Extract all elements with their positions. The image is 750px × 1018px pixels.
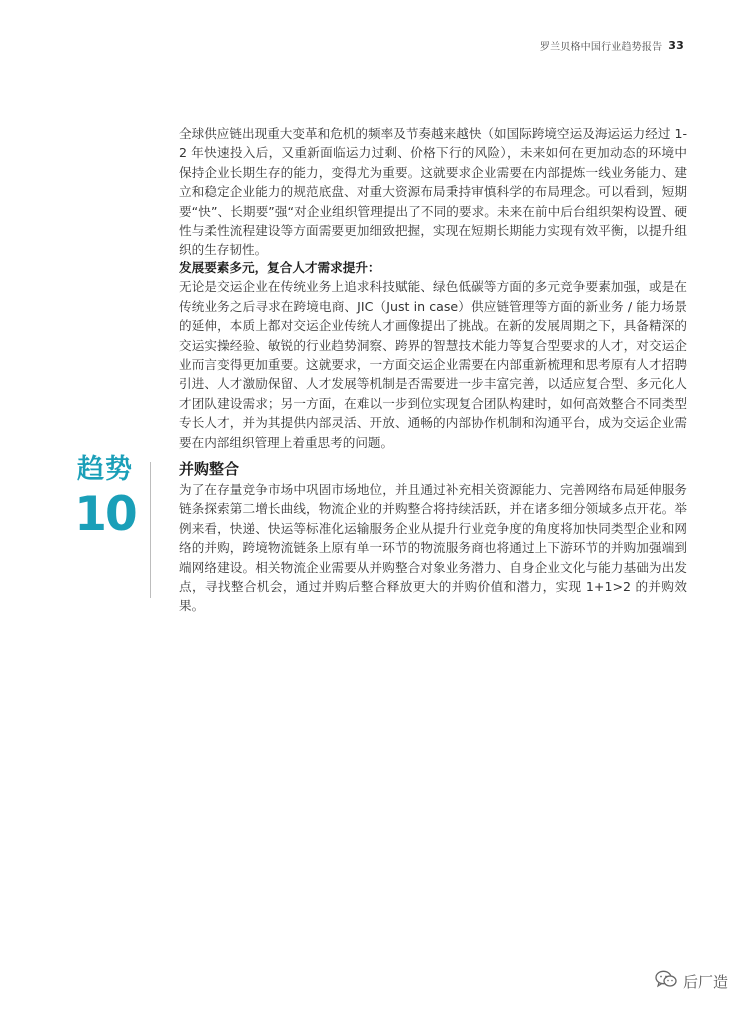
intro-section	[179, 124, 687, 260]
report-title: 罗兰贝格中国行业趋势报告	[539, 42, 663, 53]
trend10-paragraph: 为了在存量竞争市场中巩固市场地位，并且通过补充相关资源能力、完善网络布局延伸服务链条探索第二增长曲线，物流企业的并购整合将持续活跃，并在诸多细分领域多点开花。举例来看，快递、快运等标准化运输服务企业从提升行业竞争度的角度将加快同类型企业和网络的并购，跨境物流链条上原有单一环节的物流服务商也将通过上下游环节的并购加强端到端网络建设。相关物流企业需要从并购整合对象业务潜力、自身企业文化与能力基础为出发点，寻找整合机会，通过并购后整合释放更大的并购价值和潜力，实现 1+1>2 的并购效果。	[179, 482, 687, 614]
talent-section	[179, 258, 687, 452]
intro-paragraph: 全球供应链出现重大变革和危机的频率及节奏越来越快（如国际跨境空运及海运运力经过 1-2 年快速投入后，又重新面临运力过剩、价格下行的风险），未来如何在更加动态的环境中保持企业长期生存的能力，变得尤为重要。这就要求企业需要在内部提炼一线业务能力、建立和稳定企业能力的规范底盘、对重大资源布局秉持审慎科学的布局理念。可以看到，短期要“快”、长期要”强“对企业组织管理提出了不同的要求。未来在前中后台组织架构设置、硬性与柔性流程建设等方面需要更加细致把握，实现在短期长期能力实现有效平衡，以提升组织的生存韧性。	[179, 126, 687, 258]
trend10-section	[179, 458, 687, 616]
trend-label	[74, 453, 136, 541]
trend-label-number: 10	[74, 487, 136, 542]
section-divider	[150, 462, 151, 598]
running-header	[540, 38, 684, 53]
page-number: 33	[668, 39, 684, 52]
trend-label-word: 趋势	[77, 454, 133, 485]
talent-heading: 发展要素多元，复合人才需求提升：	[179, 260, 381, 275]
watermark	[655, 970, 728, 992]
talent-paragraph: 无论是交运企业在传统业务上追求科技赋能、绿色低碳等方面的多元竞争要素加强，或是在传统业务之后寻求在跨境电商、JIC（Just in case）供应链管理等方面的新业务 / 能力场景的延伸，本质上都对交运企业传统人才画像提出了挑战。在新的发展周期之下，具备精深的交运实操经验、敏锐的行业趋势洞察、跨界的智慧技术能力等复合型要求的人才，对交运企业而言变得更加重要。这就要求，一方面交运企业需要在内部重新梳理和思考原有人才招聘引进、人才激励保留、人才发展等机制是否需要进一步丰富完善，以适应复合型、多元化人才团队建设需求；另一方面，在难以一步到位实现复合团队构建时，如何高效整合不同类型专长人才，并为其提供内部灵活、开放、通畅的内部协作机制和沟通平台，成为交运企业需要在内部组织管理上着重思考的问题。	[179, 279, 687, 450]
watermark-text: 后厂造	[682, 972, 728, 991]
wechat-icon	[655, 970, 677, 992]
trend10-title: 并购整合	[179, 460, 240, 478]
